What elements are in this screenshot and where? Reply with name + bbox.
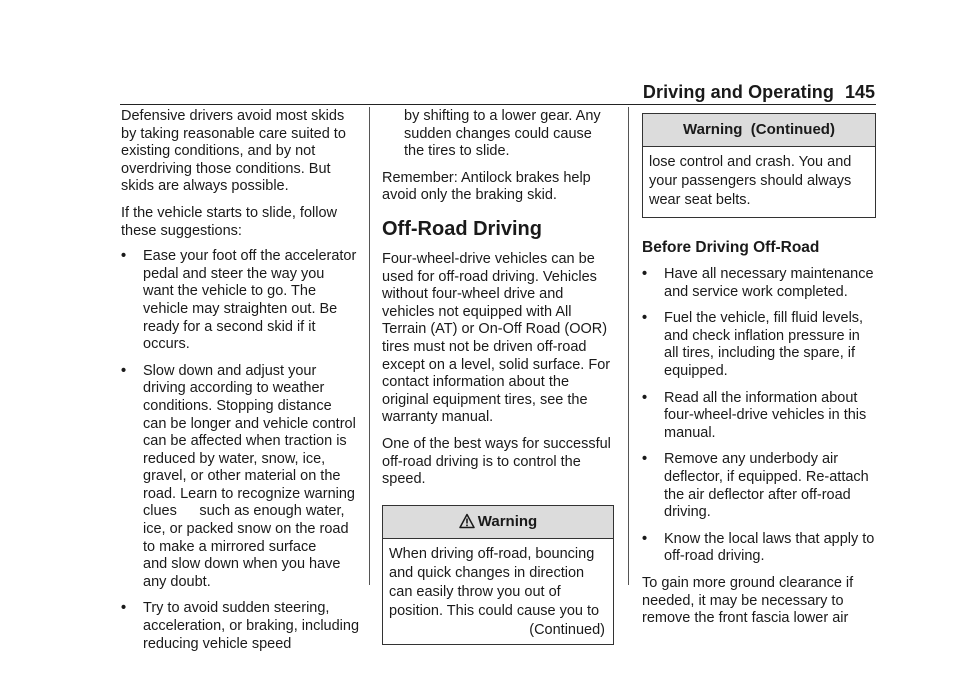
warning-box xyxy=(382,505,614,645)
paragraph: Four-wheel-drive vehicles can be used for off-road driving. Vehicles without four-wheel drive and vehicles not equipped with All Terrain (AT) or On-Off Road (OOR) tires must not be driven off-road except on a level, solid surface. For contact information about the original equipment tires, see the warranty manual. xyxy=(382,250,611,426)
list-item-text: Remove any underbody air deflector, if equipped. Re-attach the air deflector after off-road driving. xyxy=(664,451,869,521)
paragraph: To gain more ground clearance if needed, it may be necessary to remove the front fascia lower air xyxy=(642,574,854,627)
list-item xyxy=(121,600,359,653)
list-item xyxy=(121,363,359,592)
list-item xyxy=(121,248,359,354)
paragraph: Remember: Antilock brakes help avoid only the braking skid. xyxy=(382,169,591,204)
warning-box-continued xyxy=(642,113,876,218)
column-1 xyxy=(121,108,359,662)
list-item xyxy=(642,390,876,443)
list-item-continued: by shifting to a lower gear. Any sudden changes could cause the tires to slide. xyxy=(404,108,601,160)
list-item-text: Fuel the vehicle, fill fluid levels, and check inflation pressure in all tires, including the spare, if equipped. xyxy=(664,310,864,379)
list-item-text: Slow down and adjust your driving according to weather conditions. Stopping distance can be longer and vehicle control can be affected when traction is reduced by water, snow, ice, gravel, or other material on the road. Learn to recognize warning clues such as enough water, ice, or packed snow on the road to make a mirrored surface and slow down when you have any doubt. xyxy=(143,362,356,590)
warning-title-text: Warning xyxy=(477,512,538,530)
warning-triangle-icon xyxy=(459,509,475,541)
list-item-text: Read all the information about four-wheel-drive vehicles in this manual. xyxy=(664,389,867,441)
bullet-list xyxy=(642,266,876,566)
bullet-mark: • xyxy=(642,266,648,282)
continued-label: (Continued) xyxy=(529,621,605,638)
list-item-text: Know the local laws that apply to off-road driving. xyxy=(664,530,875,565)
warning-title: Warning (Continued) xyxy=(643,114,875,147)
warning-title xyxy=(383,506,613,539)
warning-text: When driving off-road, bouncing and quick changes in direction can easily throw you out of position. This could cause you to xyxy=(389,545,600,619)
paragraph: Defensive drivers avoid most skids by taking reasonable care suited to existing conditions, and by not overdriving those conditions. But skids are always possible. xyxy=(121,108,346,195)
list-item xyxy=(642,451,876,521)
bullet-mark: • xyxy=(121,248,127,265)
page-number: 145 xyxy=(845,82,876,102)
paragraph: One of the best ways for successful off-road driving is to control the speed. xyxy=(382,435,611,488)
list-item xyxy=(642,531,876,566)
bullet-list xyxy=(121,248,359,653)
warning-body: lose control and crash. You and your passengers should always wear seat belts. xyxy=(649,154,852,208)
list-item xyxy=(642,266,876,301)
list-item-text: Try to avoid sudden steering, acceleration, or braking, including reducing vehicle speed xyxy=(143,600,360,652)
bullet-mark: • xyxy=(642,530,648,547)
bullet-mark: • xyxy=(121,600,127,617)
bullet-mark: • xyxy=(642,310,648,327)
column-3 xyxy=(642,108,876,637)
warning-body xyxy=(383,539,613,644)
bullet-mark: • xyxy=(642,451,648,468)
section-heading: Off-Road Driving xyxy=(382,217,542,240)
column-2 xyxy=(382,108,614,655)
list-item-text: Have all necessary maintenance and service work completed. xyxy=(664,266,874,300)
bullet-mark: • xyxy=(642,389,648,406)
subsection-heading: Before Driving Off-Road xyxy=(642,239,820,256)
column-divider xyxy=(628,107,629,585)
paragraph: If the vehicle starts to slide, follow these suggestions: xyxy=(121,204,337,239)
section-title: Driving and Operating xyxy=(642,82,834,102)
bullet-mark: • xyxy=(121,362,127,379)
column-divider xyxy=(369,107,370,585)
list-item-text: Ease your foot off the accelerator pedal and steer the way you want the vehicle to go. The vehicle may straighten out. Be ready for a second skid if it occurs. xyxy=(143,248,357,353)
header-rule xyxy=(120,104,876,105)
list-item xyxy=(642,310,876,380)
